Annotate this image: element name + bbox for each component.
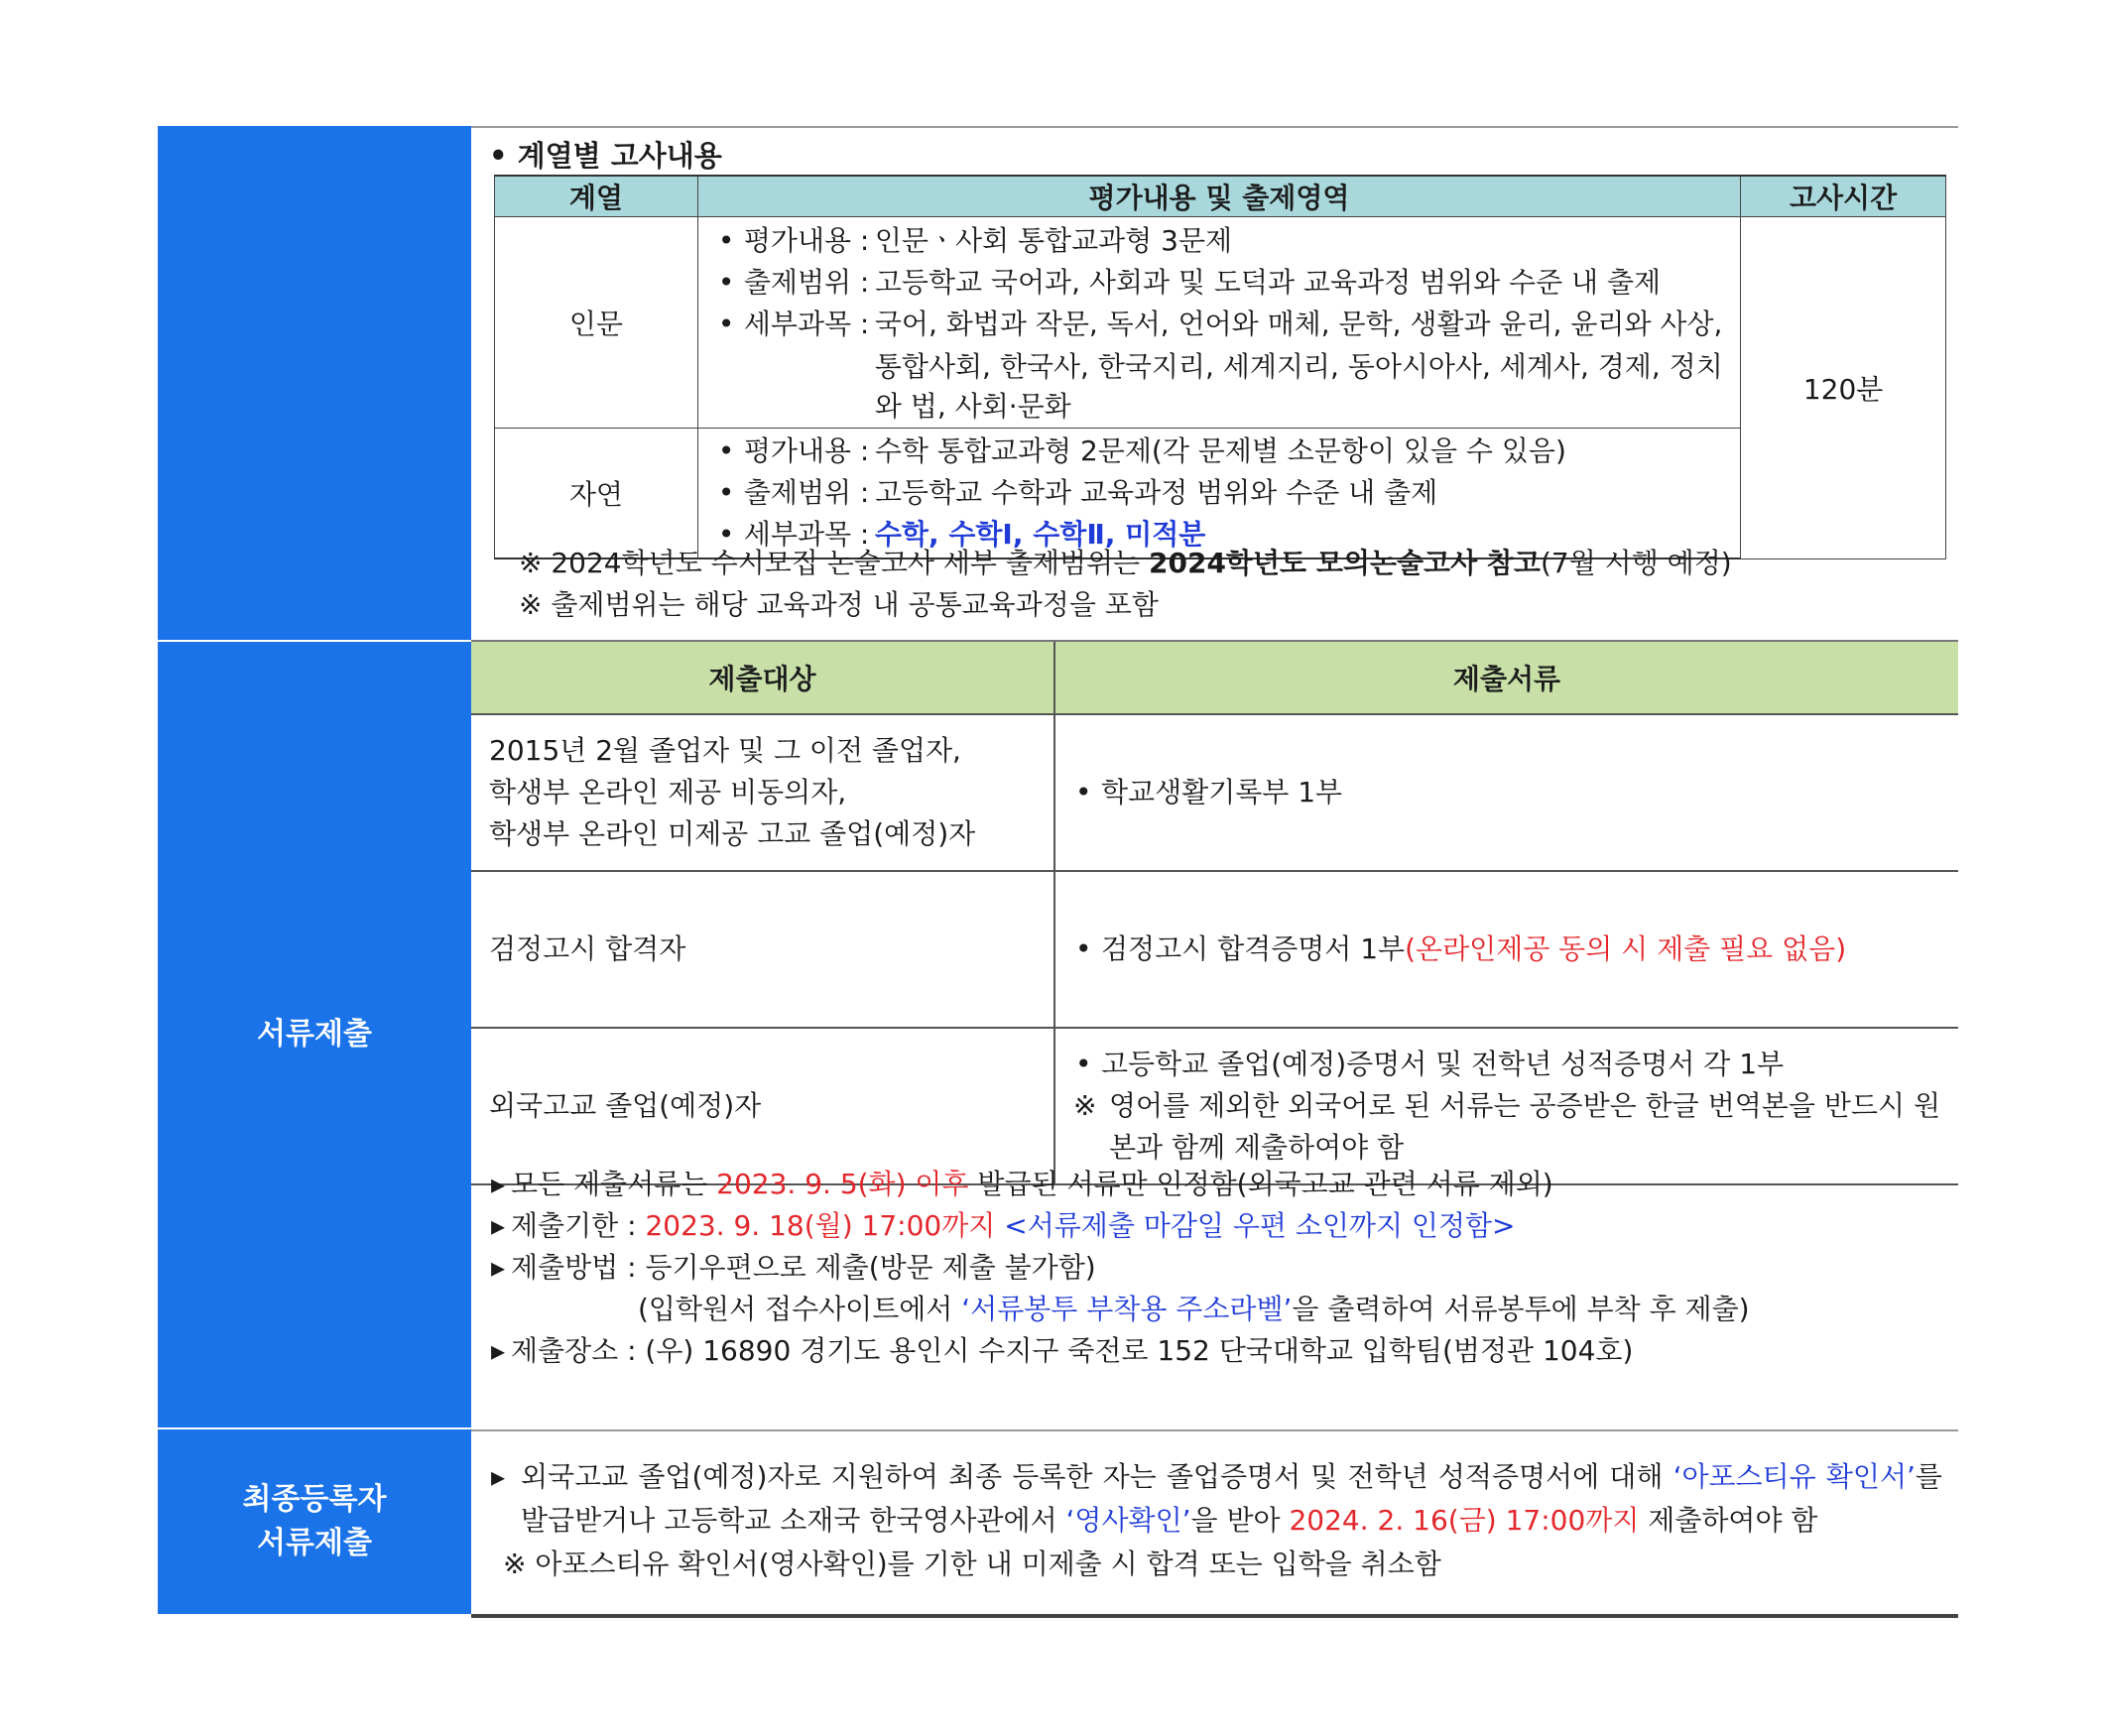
side-label-final <box>158 1429 471 1614</box>
header-time: 고사시간 <box>1741 176 1946 217</box>
table-row <box>471 1028 1958 1184</box>
target-cell: 검정고시 합격자 <box>471 871 1054 1028</box>
humanities-content <box>697 217 1740 429</box>
exam-table-header <box>495 176 1946 217</box>
exam-section <box>471 126 1958 642</box>
exam-section-title: • 계열별 고사내용 <box>489 139 722 173</box>
header-content: 평가내용 및 출제영역 <box>697 176 1740 217</box>
exam-time: 120분 <box>1741 217 1946 559</box>
document-cell: • 학교생활기록부 1부 <box>1054 714 1958 871</box>
list-item: ▸ 제출기한 : 2023. 9. 18(월) 17:00까지 <서류제출 마감일 우편 소인까지 인정함> <box>491 1205 1750 1247</box>
final-note-main: ▸ 외국고교 졸업(예정)자로 지원하여 최종 등록한 자는 졸업증명서 및 전학년 성적증명서에 대해 ‘아포스티유 확인서’를 발급받거나 고등학교 소재국 한국영사관에서 ‘영사확인’을 받아 2024. 2. 16(금) 17:00까지 제출하여야 함 <box>489 1455 1942 1543</box>
subjects-continuation-2: 와 법, 사회·문화 <box>874 390 1071 423</box>
admission-info-table <box>158 126 1958 1614</box>
table-row <box>471 871 1958 1028</box>
category-natural: 자연 <box>495 429 698 559</box>
side-label-final-line1: 최종등록자 <box>242 1482 387 1517</box>
list-item: • 평가내용 : 인문ㆍ사회 통합교과형 3문제 <box>716 220 1730 262</box>
exam-content-table <box>494 175 1946 559</box>
list-item: • 출제범위 : 고등학교 국어과, 사회과 및 도덕과 교육과정 범위와 수준 내 출제 <box>716 262 1730 304</box>
table-row <box>495 429 1946 559</box>
document-cell: • 고등학교 졸업(예정)증명서 및 전학년 성적증명서 각 1부 ※ 영어를 제외한 외국어로 된 서류는 공증받은 한글 번역본을 반드시 원본과 함께 제출하여야 함 <box>1054 1028 1958 1184</box>
document-cell: • 검정고시 합격증명서 1부(온라인제공 동의 시 제출 필요 없음) <box>1054 871 1958 1028</box>
list-item: • 세부과목 : 수학, 수학Ⅰ, 수학Ⅱ, 미적분 <box>716 514 1730 556</box>
docs-notes <box>491 1164 1750 1372</box>
list-item: ▸ 제출장소 : (우) 16890 경기도 용인시 수지구 죽전로 152 단국대학교 입학팀(범정관 104호) <box>491 1330 1750 1372</box>
final-note-cancel: ※ 아포스티유 확인서(영사확인)를 기한 내 미제출 시 합격 또는 입학을 취소함 <box>503 1548 1441 1580</box>
side-label-docs-text: 서류제출 <box>257 1017 372 1052</box>
table-row <box>495 217 1946 429</box>
docs-section <box>471 640 1958 1431</box>
header-category: 계열 <box>495 176 698 217</box>
list-item: • 평가내용 : 수학 통합교과형 2문제(각 문제별 소문항이 있을 수 있음) <box>716 431 1730 472</box>
exam-note-1: ※ 2024학년도 수시모집 논술고사 세부 출제범위는 2024학년도 모의논술고사 참고(7월 시행 예정) <box>519 547 1732 579</box>
side-label-exam <box>158 126 471 640</box>
docs-table-header <box>471 642 1958 714</box>
side-label-docs <box>158 642 471 1427</box>
category-humanities: 인문 <box>495 217 698 429</box>
target-cell: 외국고교 졸업(예정)자 <box>471 1028 1054 1184</box>
list-item: (입학원서 접수사이트에서 ‘서류봉투 부착용 주소라벨’을 출력하여 서류봉투에 부착 후 제출) <box>638 1293 1750 1325</box>
table-row <box>471 714 1958 871</box>
side-label-final-line2: 서류제출 <box>257 1526 372 1560</box>
docs-table <box>471 642 1958 1185</box>
header-documents: 제출서류 <box>1054 642 1958 714</box>
target-cell: 2015년 2월 졸업자 및 그 이전 졸업자, 학생부 온라인 제공 비동의자, 학생부 온라인 미제공 고교 졸업(예정)자 <box>471 714 1054 871</box>
final-section <box>471 1429 1958 1618</box>
list-item: • 출제범위 : 고등학교 수학과 교육과정 범위와 수준 내 출제 <box>716 472 1730 514</box>
header-target: 제출대상 <box>471 642 1054 714</box>
subjects-continuation-1: 통합사회, 한국사, 한국지리, 세계지리, 동아시아사, 세계사, 경제, 정치 <box>874 350 1723 383</box>
final-notes <box>489 1455 1942 1586</box>
exam-note-2: ※ 출제범위는 해당 교육과정 내 공통교육과정을 포함 <box>519 588 1159 621</box>
list-item: ▸ 모든 제출서류는 2023. 9. 5(화) 이후 발급된 서류만 인정함(외국고교 관련 서류 제외) <box>491 1164 1750 1205</box>
list-item: • 세부과목 : 국어, 화법과 작문, 독서, 언어와 매체, 문학, 생활과 윤리, 윤리와 사상, <box>716 304 1730 345</box>
natural-content <box>697 429 1740 559</box>
list-item: ▸ 제출방법 : 등기우편으로 제출(방문 제출 불가함) <box>491 1247 1750 1289</box>
